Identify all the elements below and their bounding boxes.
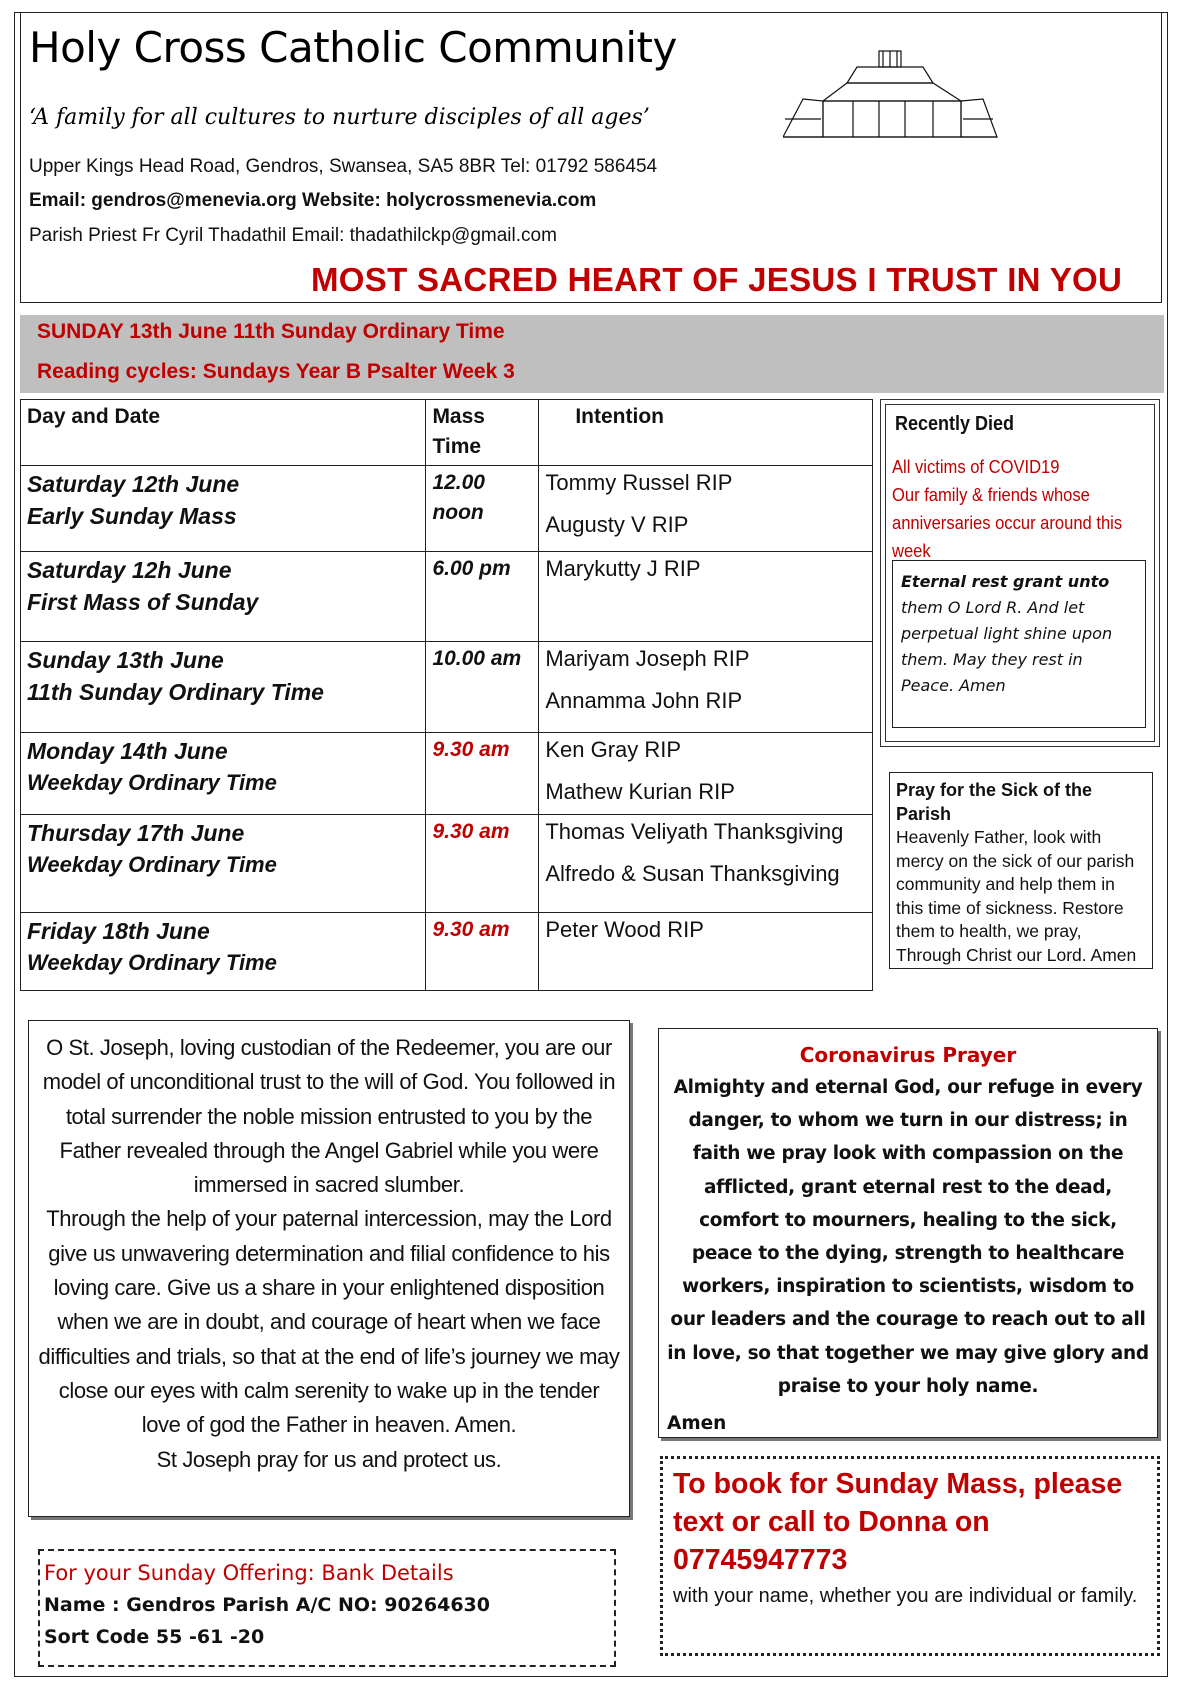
row-intention: Thomas Veliyath Thanksgiving — [545, 819, 844, 844]
priest-line: Parish Priest Fr Cyril Thadathil Email: thadathilckp@gmail.com — [29, 225, 557, 246]
row-time: 9.30 am — [432, 738, 510, 761]
header-time-line1: Mass — [432, 405, 485, 428]
tagline: ‘A family for all cultures to nurture disciples of all ages’ — [29, 105, 650, 130]
row-day: Saturday 12th June — [27, 471, 240, 497]
row-day: Saturday 12h June — [27, 557, 232, 583]
table-row — [21, 466, 873, 552]
row-sub: Weekday Ordinary Time — [27, 852, 277, 877]
row-intention: Mariyam Joseph RIP — [545, 646, 750, 671]
row-intention: Augusty V RIP — [545, 512, 689, 537]
sick-prayer-text: Heavenly Father, look with mercy on the sick of our parish community and help them in this time of sickness. Restore them to health, we pray, Through Christ our Lord. Amen — [896, 827, 1137, 965]
mass-schedule-table — [20, 399, 873, 991]
row-intention: Ken Gray RIP — [545, 737, 682, 762]
coronavirus-prayer-title: Coronavirus Prayer — [799, 1043, 1017, 1067]
bank-details-box — [38, 1549, 616, 1667]
bank-title: For your Sunday Offering: Bank Details — [44, 1561, 454, 1585]
row-intention: Marykutty J RIP — [545, 556, 701, 581]
row-sub: Weekday Ordinary Time — [27, 950, 277, 975]
coronavirus-prayer-amen: Amen — [667, 1413, 727, 1435]
st-joseph-p2: Through the help of your paternal intercession, may the Lord give us unwavering determination and filial confidence to his loving care. Give us a share in your enlightened disposition when we are in doubt, and courage of heart when we face difficulties and trials, so that at the end of life’s journey we may close our eyes with calm serenity to wake up in the tender love of god the Father in heaven. Amen. — [38, 1206, 620, 1438]
row-intention: Alfredo & Susan Thanksgiving — [545, 861, 840, 886]
table-row — [21, 733, 873, 815]
row-intention: Peter Wood RIP — [545, 917, 704, 942]
recently-died-anniversaries: Our family & friends whose anniversaries occur around this week — [892, 485, 1123, 561]
address-line: Upper Kings Head Road, Gendros, Swansea, SA5 8BR Tel: 01792 586454 — [29, 156, 658, 177]
header-box — [20, 12, 1162, 303]
contact-line: Email: gendros@menevia.org Website: holycrossmenevia.com — [29, 190, 597, 211]
recently-died-list — [892, 453, 1131, 565]
row-day: Friday 18th June — [27, 918, 210, 944]
row-time: 9.30 am — [432, 918, 510, 941]
row-time: 9.30 am — [432, 820, 510, 843]
recently-died-title: Recently Died — [895, 413, 1015, 435]
table-row — [21, 642, 873, 733]
st-joseph-p3: St Joseph pray for us and protect us. — [156, 1446, 502, 1472]
sunday-banner — [20, 315, 1164, 393]
row-day: Thursday 17th June — [27, 820, 245, 846]
bank-sort-code: Sort Code 55 -61 -20 — [44, 1626, 265, 1648]
sick-prayer-box — [889, 772, 1153, 969]
motto: MOST SACRED HEART OF JESUS I TRUST IN YOU — [311, 261, 1123, 298]
reading-cycle: Reading cycles: Sundays Year B Psalter Week 3 — [37, 360, 515, 383]
header-intention: Intention — [575, 405, 664, 428]
header-time-line2: Time — [432, 435, 482, 458]
booking-text: with your name, whether you are individual or family. — [673, 1585, 1138, 1607]
church-icon — [783, 49, 999, 141]
row-time-line2: noon — [432, 501, 484, 524]
table-row — [21, 913, 873, 991]
row-day: Sunday 13th June — [27, 647, 224, 673]
table-header-row — [21, 400, 873, 466]
row-sub: Weekday Ordinary Time — [27, 770, 277, 795]
eternal-rest-bold: Eternal rest grant unto — [901, 572, 1110, 591]
row-intention: Mathew Kurian RIP — [545, 779, 735, 804]
table-row — [21, 815, 873, 913]
row-sub: 11th Sunday Ordinary Time — [27, 679, 324, 705]
eternal-rest-prayer — [892, 560, 1146, 728]
recently-died-covid: All victims of COVID19 — [892, 457, 1060, 477]
row-time: 6.00 pm — [432, 557, 511, 580]
row-time: 12.00 — [432, 471, 485, 494]
header-day: Day and Date — [27, 405, 161, 428]
row-sub: First Mass of Sunday — [27, 589, 259, 615]
row-intention: Annamma John RIP — [545, 688, 743, 713]
eternal-rest-text: them O Lord R. And let perpetual light shine upon them. May they rest in Peace. Amen — [901, 598, 1113, 695]
row-time: 10.00 am — [432, 647, 522, 670]
st-joseph-prayer — [28, 1020, 630, 1517]
coronavirus-prayer — [658, 1028, 1158, 1438]
row-sub: Early Sunday Mass — [27, 503, 237, 529]
st-joseph-p1: O St. Joseph, loving custodian of the Redeemer, you are our model of unconditional trust to the will of God. You followed in total surrender the noble mission entrusted to you by the Father revealed through the Angel Gabriel while you were immersed in sacred slumber. — [42, 1035, 616, 1198]
table-row — [21, 552, 873, 642]
sick-prayer-title: Pray for the Sick of the Parish — [896, 780, 1093, 824]
row-intention: Tommy Russel RIP — [545, 470, 733, 495]
page-title: Holy Cross Catholic Community — [29, 23, 677, 72]
coronavirus-prayer-text: Almighty and eternal God, our refuge in every danger, to whom we turn in our distress; in faith we pray look with compassion on the afflicted, grant eternal rest to the dead, comfort to mourners, healing to the sick, peace to the dying, strength to healthcare workers, inspiration to scientists, wisdom to our leaders and the courage to reach out to all in love, so that together we may give glory and praise to your holy name. — [667, 1077, 1149, 1397]
bank-name-line: Name : Gendros Parish A/C NO: 90264630 — [44, 1594, 490, 1616]
booking-headline: To book for Sunday Mass, please text or call to Donna on 07745947773 — [673, 1468, 1123, 1576]
sunday-title: SUNDAY 13th June 11th Sunday Ordinary Time — [37, 320, 505, 343]
booking-box — [660, 1456, 1160, 1656]
row-day: Monday 14th June — [27, 738, 228, 764]
